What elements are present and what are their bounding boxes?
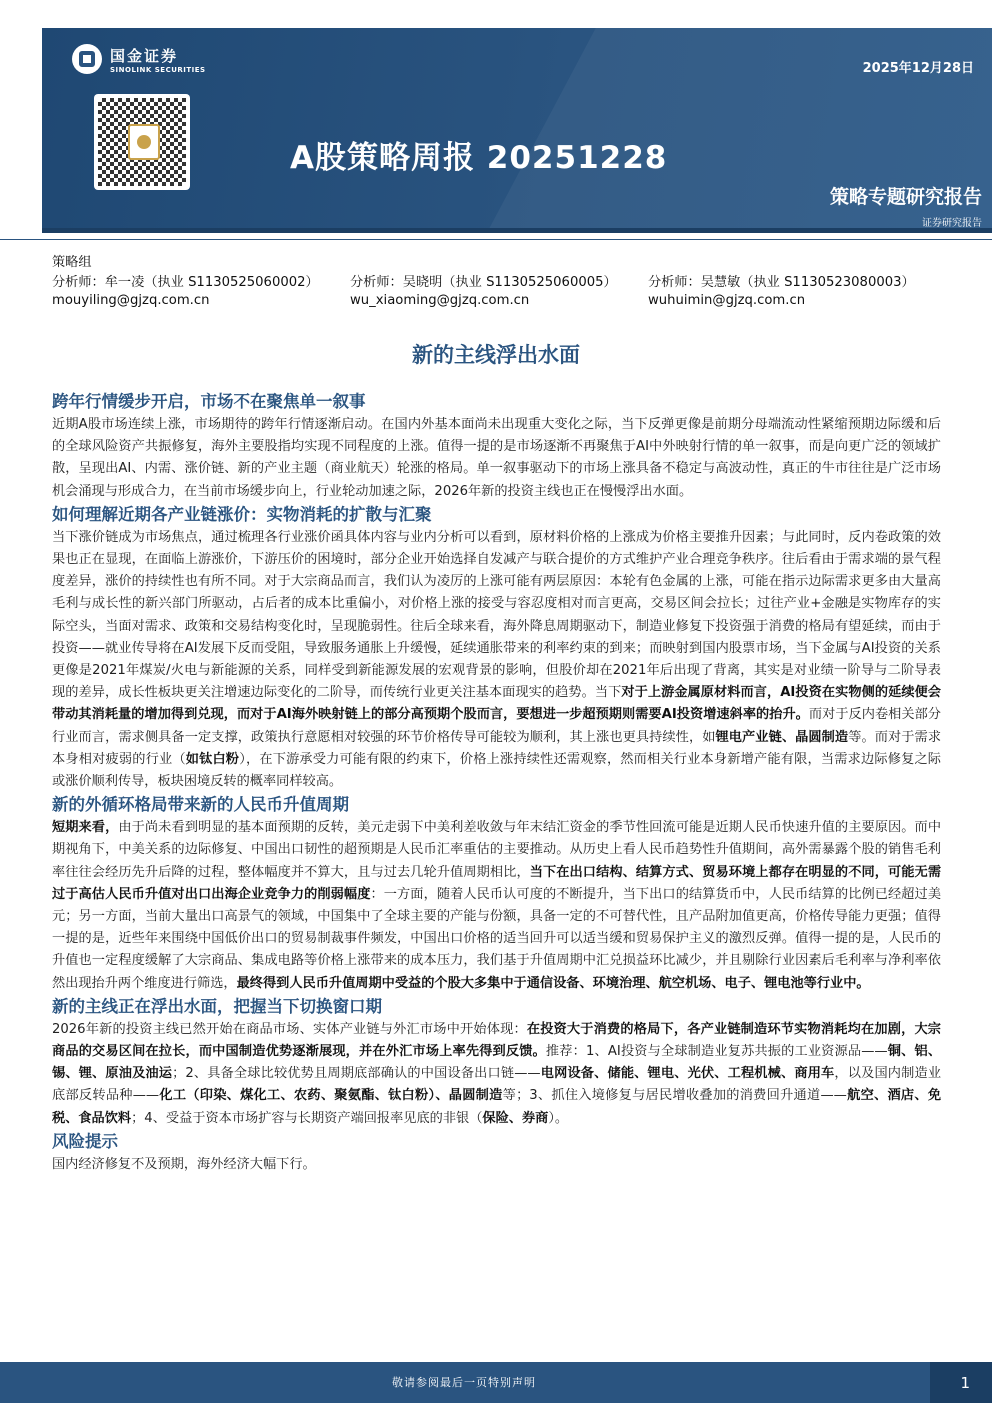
text-run: ；2、具备全球比较优势且周期底部确认的中国设备出口链——: [172, 1066, 541, 1082]
analyst-3-email[interactable]: wuhuimin@gjzq.com.cn: [648, 293, 806, 308]
bold-text-run: 化工（印染、煤化工、农药、聚氨酯、钛白粉）、晶圆制造: [159, 1088, 503, 1104]
report-title: A股策略周报 20251228: [290, 140, 668, 176]
section-paragraph: [52, 1154, 941, 1176]
text-run: 等；3、抓住入境修复与居民增收叠加的消费回升通道——: [502, 1088, 847, 1104]
text-run: ），在下游承受力可能有限的约束下，价格上涨持续性还需观察，然而相关行业本身新增产能有限，当需求边际修复之际或涨价顺利传导，板块困境反转的概率同样较高。: [52, 751, 941, 790]
section: [52, 503, 941, 793]
text-run: ；4、受益于资本市场扩容与长期资产端回报率见底的非银（: [131, 1110, 483, 1126]
bold-text-run: 在投资大于消费的格局下，各产业链制造环节实物消耗均在加剧，大宗商品的交易区间在拉长，而中国制造优势逐渐展现，并在外汇市场上率先得到反馈。: [52, 1021, 941, 1060]
text-run: ）。: [548, 1110, 569, 1126]
bold-text-run: 铜、铝、锡、锂、原油及油运: [52, 1044, 942, 1082]
bold-text-run: 航空、酒店、免税、食品饮料: [52, 1088, 942, 1126]
report-date: 2025年12月28日: [862, 61, 974, 76]
section: [52, 995, 941, 1130]
company-logo: [72, 44, 206, 74]
report-header-banner: [42, 28, 992, 233]
section-heading: 如何理解近期各产业链涨价：实物消耗的扩散与汇聚: [52, 504, 432, 524]
section-heading: 风险提示: [52, 1131, 118, 1151]
section-heading: 新的主线正在浮出水面，把握当下切换窗口期: [52, 996, 382, 1016]
bold-text-run: 对于上游金属原材料而言，AI投资在实物侧的延续便会带动其消耗量的增加得到兑现，而对于AI海外映射链上的部分高预期个股而言，要想进一步超预期则需要AI投资增速斜率的抬升。: [52, 685, 941, 723]
logo-name-en: SINOLINK SECURITIES: [110, 65, 206, 74]
text-run: 近期A股市场连续上涨，市场期待的跨年行情逐渐启动。在国内外基本面尚未出现重大变化之际，当下反弹更像是前期分母端流动性紧缩预期边际缓和后的全球风险资产共振修复，海外主要股指均实现不同程度的上涨。值得一提的是市场逐渐不再聚焦于AI中外映射行情的单一叙事，而是向更广泛的领域扩散，呈现出AI、内需、涨价链、新的产业主题（商业航天）轮涨的格局。单一叙事驱动下的市场上涨具备不稳定与高波动性，真正的牛市往往是广泛市场机会涌现与形成合力，在当前市场缓步向上，行业轮动加速之际，2026年新的投资主线也正在慢慢浮出水面。: [52, 417, 941, 499]
document-title: 新的主线浮出水面: [412, 343, 580, 367]
logo-icon: [72, 44, 102, 74]
analyst-1-line: 分析师：牟一凌（执业 S1130525060002）: [52, 275, 319, 290]
section: [52, 390, 941, 503]
bold-text-run: 如钛白粉: [185, 751, 240, 767]
section-paragraph: [52, 527, 941, 793]
bold-text-run: 电网设备、储能、锂电、光伏、工程机械、商用车: [540, 1066, 835, 1082]
team-label: 策略组: [52, 255, 92, 270]
disclaimer-notice: 敬请参阅最后一页特别声明: [392, 1376, 536, 1389]
section: [52, 1130, 941, 1176]
analyst-1-email[interactable]: mouyiling@gjzq.com.cn: [52, 293, 210, 308]
text-run: 推荐：1、AI投资与全球制造业复苏共振的工业资源品——: [545, 1044, 888, 1060]
report-body: [52, 390, 941, 1176]
text-run: 等。而对于需求本身相对疲弱的行业（: [52, 729, 942, 767]
analyst-2-email[interactable]: wu_xiaoming@gjzq.com.cn: [350, 293, 530, 308]
qr-code-image: [94, 94, 190, 190]
bold-text-run: 最终得到人民币升值周期中受益的个股大多集中于通信设备、环境治理、航空机场、电子、锂电池等行业中。: [236, 975, 870, 991]
section-paragraph: [52, 1019, 941, 1130]
divider-line: [0, 239, 992, 240]
section-paragraph: [52, 817, 941, 995]
analyst-2-line: 分析师：吴晓明（执业 S1130525060005）: [350, 275, 617, 290]
text-run: ，以及国内制造业底部反转品种——: [52, 1066, 942, 1104]
report-subtype: 证券研究报告: [922, 218, 982, 229]
bold-text-run: 当下在出口结构、结算方式、贸易环境上都存在明显的不同，可能无需过于高估人民币升值对出口出海企业竞争力的削弱幅度: [52, 864, 942, 902]
page-footer: [0, 1362, 992, 1403]
text-run: 由于尚未看到明显的基本面预期的反转，美元走弱下中美利差收敛与年末结汇资金的季节性回流可能是近期人民币快速升值的主要原因。而中期视角下，中美关系的边际修复、中国出口韧性的超预期是人民币汇率重估的主要推动。从历史上看人民币趋势性升值期间，高外需暴露个股的销售毛利率往往会经历先升后降的过程，整体幅度并不算大，且与过去几轮升值周期相比，: [52, 820, 942, 880]
page-number: 1: [960, 1374, 970, 1392]
analyst-3-line: 分析师：吴慧敏（执业 S1130523080003）: [648, 275, 915, 290]
report-type: 策略专题研究报告: [829, 186, 982, 208]
logo-name-cn: 国金证券: [110, 46, 179, 65]
text-run: 而对于反内卷相关部分行业而言，需求侧具备一定支撑，政策执行意愿相对较强的环节价格传导可能较为顺利，其上涨也更具持续性，如: [52, 707, 941, 745]
section-heading: 跨年行情缓步开启，市场不在聚焦单一叙事: [52, 392, 366, 411]
text-run: ：一方面，随着人民币认可度的不断提升，当下出口的结算货币中，人民币结算的比例已经超过美元；另一方面，当前大量出口高景气的领域，中国集中了全球主要的产能与份额，具备一定的不可替代性，且产品附加值更高，价格传导能力更强；值得一提的是，近些年来围绕中国低价出口的贸易制裁事件频发，中国出口价格的适当回升可以适当缓和贸易保护主义的激烈反弹。值得一提的是，人民币的升值也一定程度缓解了大宗商品、集成电路等价格上涨带来的成本压力，我们基于升值周期中汇兑损益环比减少，并且剔除行业因素后毛利率与净利率依然出现抬升两个维度进行筛选，: [52, 886, 942, 991]
bold-text-run: 短期来看，: [52, 820, 119, 836]
bold-text-run: 锂电产业链、晶圆制造: [715, 729, 849, 745]
banner-bottom-strip: [42, 228, 992, 233]
section: [52, 793, 941, 995]
text-run: 2026年新的投资主线已然开始在商品市场、实体产业链与外汇市场中开始体现：: [52, 1021, 527, 1037]
bold-text-run: 保险、券商: [482, 1110, 549, 1126]
text-run: 国内经济修复不及预期，海外经济大幅下行。: [52, 1156, 316, 1172]
qr-center-logo-icon: [128, 124, 160, 160]
section-heading: 新的外循环格局带来新的人民币升值周期: [52, 795, 349, 815]
text-run: 当下涨价链成为市场焦点，通过梳理各行业涨价函具体内容与业内分析可以看到，原材料价格的上涨成为价格主要推升因素；与此同时，反内卷政策的效果也正在显现，在面临上游涨价，下游压价的困境时，部分企业开始选择自发减产与联合提价的方式维护产业合理竞争秩序。往后看由于需求端的景气程度差异，涨价的持续性也有所不同。对于大宗商品而言，我们认为凌厉的上涨可能有两层原因：本轮有色金属的上涨，可能在指示边际需求更多由大量高毛利与成长性的新兴部门所驱动，占后者的成本比重偏小，对价格上涨的接受与容忍度相对而言更高，交易区间会拉长；过往产业+金融是实物库存的实际空头，当面对需求、政策和交易结构变化时，呈现脆弱性。往后全球来看，海外降息周期驱动下，制造业修复下投资强于消费的格局有望延续，而由于投资——就业传导将在AI发展下反而受阻，导致服务通胀上升缓慢，延续通胀带来的利率约束的到来；而映射到国内股票市场，当下金属与AI投资的关系更像是2021年煤炭/火电与新能源的关系，同样受到新能源发展的宏观背景的影响，但股价却在2021年后出现了背离，其实是对业绩一阶导与二阶导表现的差异，成长性板块更关注增速边际变化的二阶导，而传统行业更关注基本面现实的趋势。当下: [52, 529, 941, 701]
section-paragraph: [52, 414, 941, 503]
